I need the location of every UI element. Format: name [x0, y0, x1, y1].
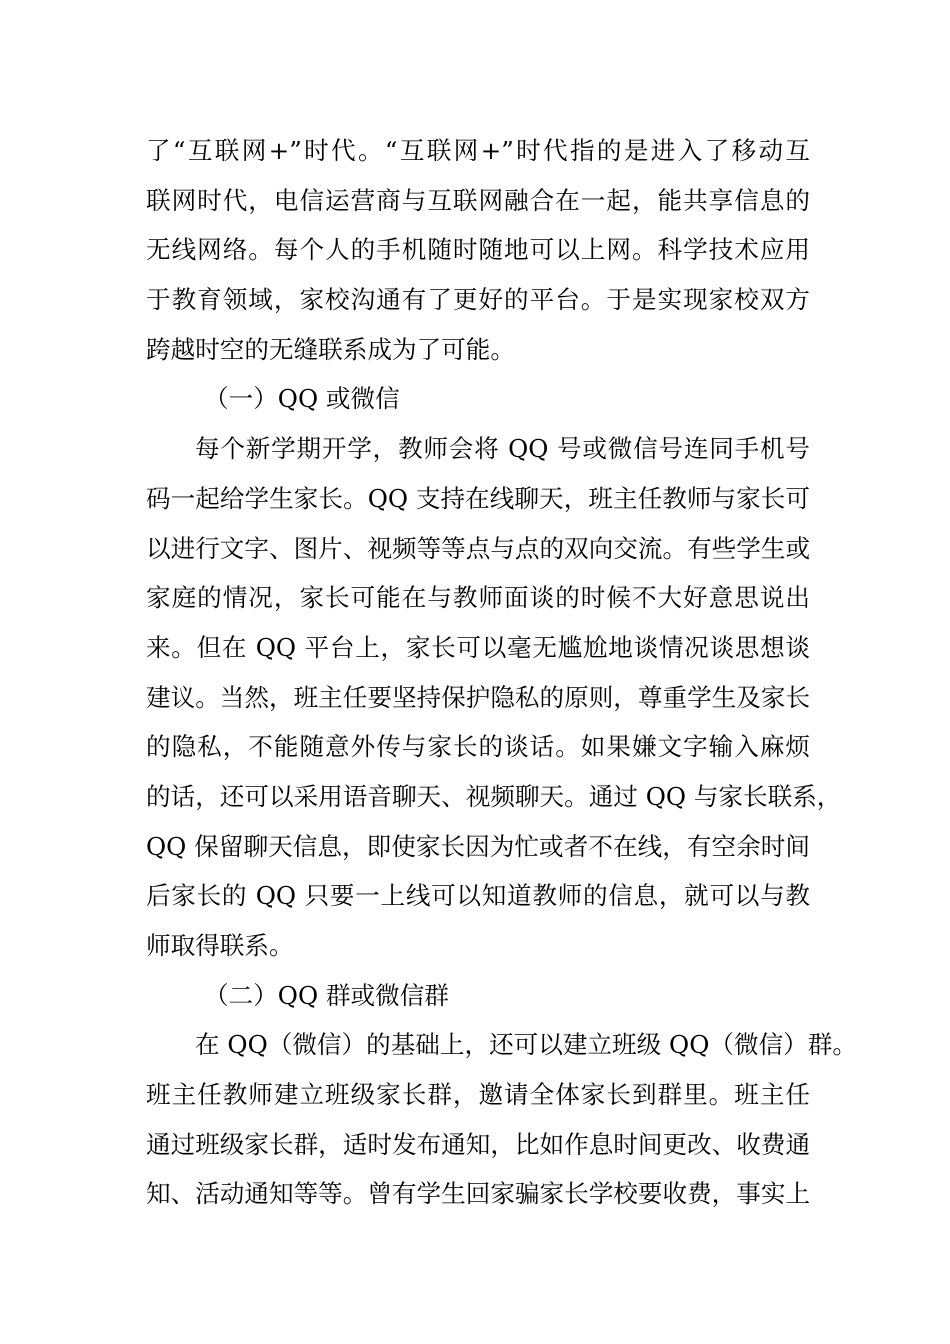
body-text	[146, 126, 857, 1219]
text-line: 通过班级家长群，适时发布通知，比如作息时间更改、收费通	[146, 1129, 811, 1159]
text-line: 家庭的情况，家长可能在与教师面谈的时候不大好意思说出	[146, 583, 810, 613]
text-line: 来。但在 QQ 平台上，家长可以毫无尴尬地谈情况谈思想谈	[146, 632, 810, 662]
text-line: 班主任教师建立班级家长群，邀请全体家长到群里。班主任	[146, 1080, 810, 1110]
text-line: 师取得联系。	[146, 931, 294, 960]
text-line: 每个新学期开学，教师会将 QQ 号或微信号连同手机号	[195, 434, 810, 464]
text-line: 后家长的 QQ 只要一上线可以知道教师的信息，就可以与教	[146, 881, 810, 911]
text-line: 了“互联网+”时代。“互联网+”时代指的是进入了移动互	[146, 136, 810, 165]
text-line: 联网时代，电信运营商与互联网融合在一起，能共享信息的	[146, 185, 810, 215]
text-line: 跨越时空的无缝联系成为了可能。	[146, 334, 515, 364]
section-heading: （一）QQ 或微信	[204, 384, 400, 414]
text-line: 以进行文字、图片、视频等等点与点的双向交流。有些学生或	[146, 533, 811, 563]
text-line: 于教育领域，家校沟通有了更好的平台。于是实现家校双方	[146, 285, 810, 315]
section-heading: （二）QQ 群或微信群	[204, 980, 449, 1010]
text-line: 知、活动通知等等。曾有学生回家骗家长学校要收费，事实上	[146, 1179, 811, 1209]
text-line: QQ 保留聊天信息，即使家长因为忙或者不在线，有空余时间	[146, 831, 810, 861]
text-line: 建议。当然，班主任要坚持保护隐私的原则，尊重学生及家长	[146, 682, 811, 712]
text-line: 码一起给学生家长。QQ 支持在线聊天，班主任教师与家长可	[146, 483, 810, 513]
text-line: 的隐私，不能随意外传与家长的谈话。如果嫌文字输入麻烦	[146, 732, 810, 762]
text-line: 的话，还可以采用语音聊天、视频聊天。通过 QQ 与家长联系，	[146, 781, 842, 811]
text-line: 在 QQ（微信）的基础上，还可以建立班级 QQ（微信）群。	[195, 1030, 857, 1060]
text-line: 无线网络。每个人的手机随时随地可以上网。科学技术应用	[146, 235, 810, 265]
